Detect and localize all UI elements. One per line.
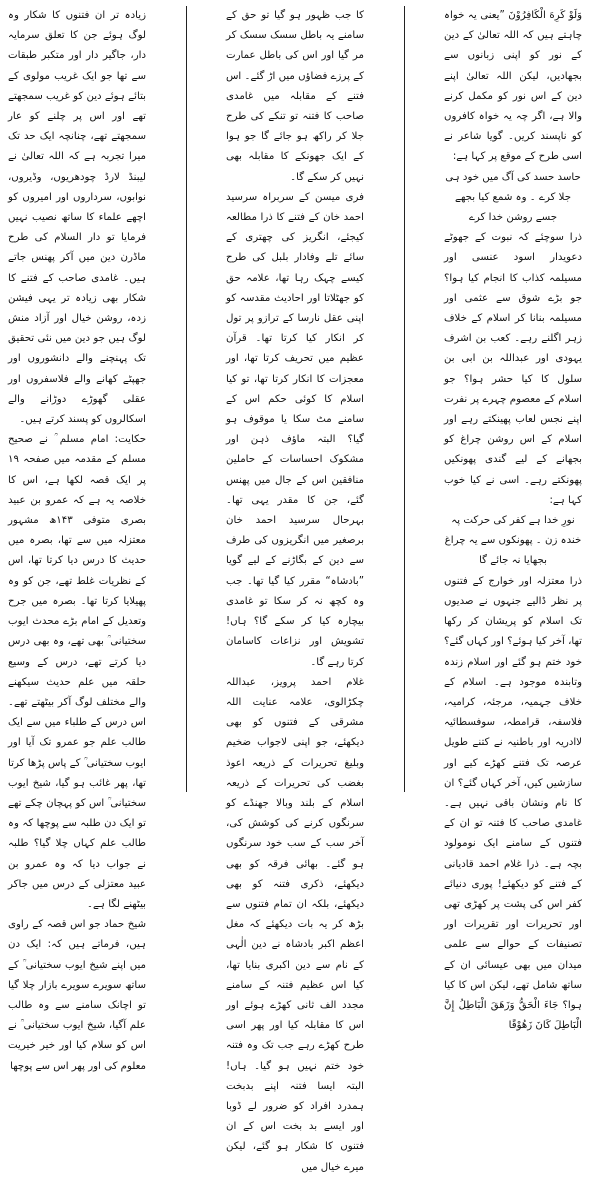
column-right xyxy=(444,6,582,1032)
paragraph: ذرا معتزلہ اور خوارج کے فتنوں پر نظر ڈالیے جنہوں نے صدیوں تک اسلام کو پریشان کر رکھا تھا، آخر کیا ہوئے؟ اور کہاں گئے؟ خود ختم ہو گئے اور اسلام زندہ وتابندہ موجود ہے۔ اسلام کے خلاف جہمیہ، مرجئہ، کرامیہ، فلاسفہ، قرامطہ، سوفسطائیہ لاادریہ اور باطنیہ نے کتنے طویل عرصہ تک فتنے کھڑے کیے اور سازشیں کیں، آخر کہاں گئے؟ ان کا نام ونشان باقی نہیں ہے۔ غامدی صاحب کا فتنہ تو ان کے فتنوں کے سامنے ایک نومولود بچہ ہے۔ ذرا غلام احمد قادیانی کے فتنے کو دیکھئے! پوری دنیائے کفر اس کی پشت پر کھڑی تھی اور تحریرات اور تقریرات اور تصنیفات کے حوالے سے علمی میدان میں بھی عیسائی ان کے ساتھ شامل تھے، لیکن اس کا کیا ہوا؟ جَاءَ الْحَقُّ وَزَهَقَ الْبَاطِلُ إِنَّ الْبَاطِلَ كَانَ زَهُوْقًا xyxy=(444,575,582,1032)
paragraph: وَلَوْ كَرِهَ الْكَافِرُوْنَ ”یعنی یہ خواہ چاہتے ہیں کہ اللہ تعالیٰ کے دین کے نور کو اپنی زبانوں سے بجھادیں، لیکن اللہ تعالیٰ اپنے دین کے اس نور کو مکمل کرنے والا ہے، اگر چہ یہ خواہ کافروں کو ناپسند کریں۔ گویا شاعر نے اسی طرح کے موقع پر کہا ہے: xyxy=(444,10,582,163)
paragraph: حکایت: امام مسلم ؒ نے صحیح مسلم کے مقدمہ میں صفحہ ۱۹ پر ایک قصہ لکھا ہے، اس کا خلاصہ یہ ہے کہ عمرو بن عبید بصری متوفی ۱۴۳ھ مشہور معتزلہ میں سے تھا، بصرہ میں حدیث کا درس دیا کرتا تھا، اس کے نظریات غلط تھے، جن کو وہ پھیلایا کرتا تھا۔ بصرہ میں جرح وتعدیل کے امام بڑے محدث ایوب سختیانی ؒ بھی تھے، وہ بھی درس دیا کرتے تھے، درس کے وسیع حلقہ میں علم حدیث سیکھنے والے مختلف لوگ آکر بیٹھتے تھے۔ اس درس کے طلباء میں سے ایک طالب علم جو عمرو تک آیا اور ایوب سختیانی ؒ کے پاس پڑھا کرتا تھا، پھر غائب ہو گیا، شیخ ایوب سختیانی ؒ اس کو پہچان چکے تھے تو ایک دن طلبہ سے پوچھا کہ وہ طالب علم کہاں چلا گیا؟ طلبہ نے جواب دیا کہ وہ عمرو بن عبید معتزلی کے درس میں جاکر بیٹھنے لگا ہے۔ xyxy=(8,434,146,910)
paragraph: فری میسن کے سربراہ سرسید احمد خان کے فتنے کا ذرا مطالعہ کیجئے، انگریز کی چھتری کے سائے تلے وفادار بلبل کی طرح کیسے چہک رہا تھا، علامہ حق کو جھٹلاتا اور احادیث مقدسہ کو اپنی عقل نارسا کے ترازو پر تول کر انکار کیا کرتا تھا۔ قرآن عظیم میں تحریف کرتا تھا، اور معجزات کا انکار کرتا تھا، تو کیا اسلام کا کوئی حکم اس کے سامنے مٹ سکا یا موقوف ہو گیا؟ البتہ ماؤف ذہن اور مشکوک احساسات کے حاملین منافقین اس کے جال میں پھنس گئے، جن کا مقدر یہی تھا۔ بہرحال سرسید احمد خان برصغیر میں انگریزوں کی طرف سے دین کے بگاڑنے کے لیے گویا ”بادشاہ“ مقرر کیا گیا تھا۔ جب وہ کچھ نہ کر سکا تو غامدی بیچارہ کیا کر سکے گا؟ ہاں! تشویش اور نزاعات کاسامان کرتا رہے گا۔ xyxy=(226,191,364,668)
column-middle xyxy=(226,6,364,1173)
column-left xyxy=(8,6,146,1072)
paragraph: غلام احمد پرویز، عبداللہ چکڑالوی، علامہ عنایت اللہ مشرقی کے فتنوں کو بھی دیکھئے، جو اپنی لاجواب ضخیم وبلیغ تحریرات کے ذریعہ اعوذ بغضب کی تحریرات کے ذریعہ اسلام کے بلند وبالا جھنڈے کو سرنگوں کرنے کی کوشش کی، آخر سب کے سب خود سرنگوں ہو گئے۔ بھائی فرقہ کو بھی دیکھئے، ذکری فتنہ کو بھی دیکھئے، بلکہ ان تمام فتنوں سے بڑھ کر یہ بات دیکھئے کہ مغل اعظم اکبر بادشاہ نے دین الٰہی کے نام سے دین اکبری بنایا تھا، کیا اس عظیم فتنہ کے سامنے مجدد الف ثانی کھڑے ہوئے اور اس کا مقابلہ کیا اور پھر اسی طرح کھڑے رہے جب تک وہ فتنہ خود ختم نہیں ہو گیا۔ ہاں! البتہ ایسا فتنہ اپنے بدبخت ہمدرد افراد کو ضرور لے ڈوبا اور ایسے بد بخت اس کے ان فتنوں کا شکار ہو گئے، لیکن میرے خیال میں xyxy=(226,676,364,1173)
paragraph: ذرا سوچئے کہ نبوت کے جھوٹے دعویدار اسود عنسی اور مسیلمہ کذاب کا انجام کیا ہوا؟ جو بڑے شوق سے عثمی اور مسیلمہ بنانا کر اسلام کے خلاف زہر اگلنے رہے۔ کعب بن اشرف یہودی اور عبداللہ بن ابی بن سلول کا کیا حشر ہوا؟ جو اسلام کے معصوم چہرے پر نفرت اپنے نجس لعاب پھینکتے رہے اور اسلام کے اس روشن چراغ کو بجھانے کے لیے گندی پھونکیں پھونکتے رہے۔ اسی نے کیا خوب کہا ہے: xyxy=(444,232,582,506)
paragraph: زیادہ تر ان فتنوں کا شکار وہ لوگ ہوئے جن کا تعلق سرمایہ دار، جاگیر دار اور متکبر طبقات سے تھا جو ایک غریب مولوی کے بتائے ہوئے دین کو غریب سمجھتے تھے اور اس پر چلنے کو عار سمجھتے تھے، چنانچہ ایک حد تک میرا تجربہ ہے کہ اللہ تعالیٰ نے لیبنڈ لارڈ چودھریوں، وڈیروں، نوابوں، سرداروں اور امیروں کو اچھے علماء کا ساتھ نصیب نہیں فرمایا تو دار السلام کی طرح ماڈرن دین میں آکر پھنس جاتے ہیں۔ غامدی صاحب کے فتنے کا شکار بھی زیادہ تر یہی فیشن زدہ، روشن خیال اور آزاد منش لوگ ہیں جو دین میں نئی تحقیق تک پہنچنے والے دانشوروں اور جھپٹے کھانے والے فلاسفروں اور عقلی گھوڑے دوڑانے والے اسکالروں کو پسند کرتے ہیں۔ xyxy=(8,10,146,426)
paragraph: شیخ حماد جو اس قصہ کے راوی ہیں، فرماتے ہیں کہ: ایک دن میں اپنے شیخ ایوب سختیانی ؒ کے ساتھ سویرے سویرے بازار چلا گیا تو اچانک سامنے سے وہ طالب علم آگیا، شیخ ایوب سختیانی ؒ نے اس کو سلام کیا اور خیر خیریت معلوم کی اور پھر اس سے پوچھا xyxy=(8,919,146,1072)
paragraph: کا جب ظہور ہو گیا تو حق کے سامنے یہ باطل سسک سسک کر مر گیا اور اس کی باطل عمارت کے پرزے فضاؤں میں اڑ گئے۔ اس فتنے کے مقابلہ میں غامدی صاحب کا فتنہ تو تنکے کی طرح جلا کر راکھ ہو جائے گا جو ہوا کے ایک جھونکے کا مقابلہ بھی نہیں کر سکے گا۔ xyxy=(226,10,364,183)
verse: حاسد حسد کی آگ میں خود ہی جلا کرے ۔ وہ شمع کیا بجھے جسے روشن خدا کرے xyxy=(445,171,581,224)
column-divider xyxy=(186,6,187,792)
verse: نورِ خدا ہے کفر کی حرکت پہ خندہ زن ۔ پھونکوں سے یہ چراغ بجھایا نہ جائے گا xyxy=(444,515,582,567)
column-divider xyxy=(404,6,405,792)
